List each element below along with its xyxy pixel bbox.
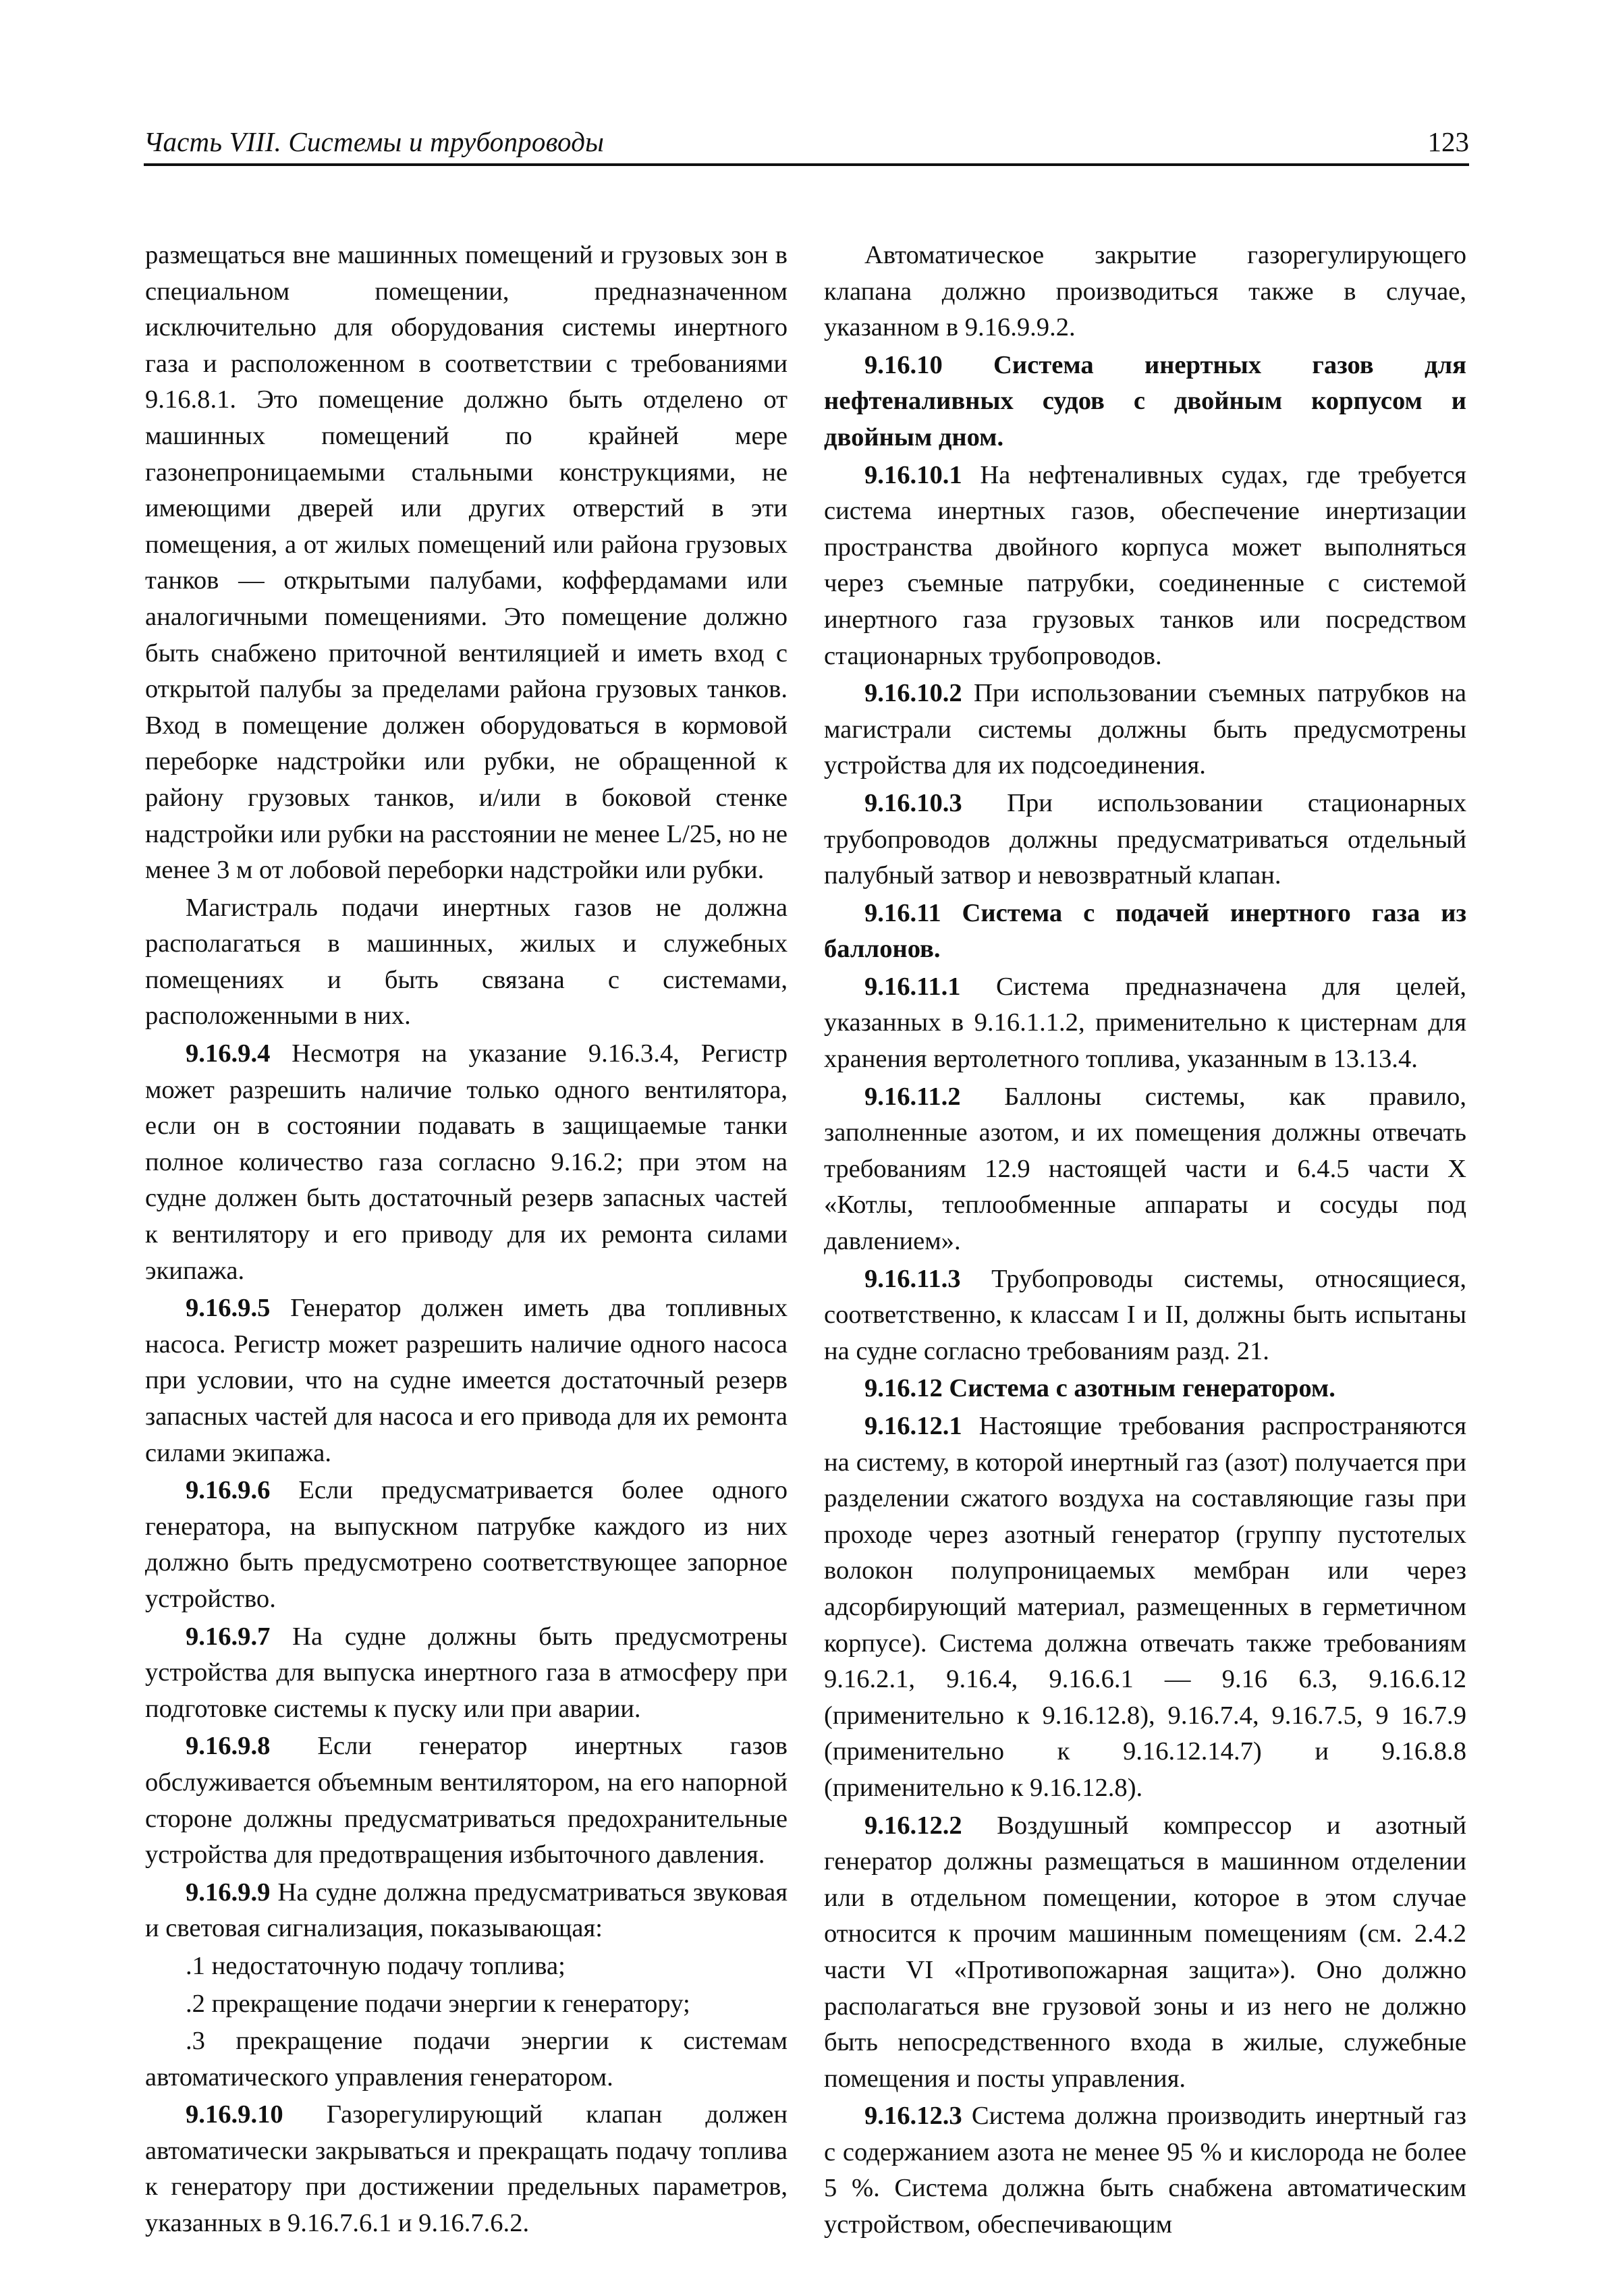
paragraph-text: Несмотря на указание 9.16.3.4, Регистр может разрешить наличие только одного вентилятора, если он в состоянии подавать в защищаемые танки полное количество газа согласно 9.16.2; при этом на судне должен быть достаточный резерв запасных частей к вентилятору и его приводу для их ремонта силами экипажа. (145, 1039, 788, 1285)
paragraph (824, 458, 1466, 675)
clause-number: 9.16.11.1 (864, 972, 961, 1001)
section-heading: 9.16.11 Система с подачей инертного газа из баллонов. (824, 898, 1466, 964)
paragraph (824, 2098, 1466, 2243)
paragraph (145, 1728, 788, 1873)
paragraph (145, 1473, 788, 1617)
clause-number: 9.16.9.7 (186, 1622, 271, 1651)
paragraph-text: Если генератор инертных газов обслуживается объемным вентилятором, на его напорной стороне должны предусматриваться предохранительные устройства для предотвращения избыточного давления. (145, 1732, 788, 1869)
paragraph-text: Трубопроводы системы, относящиеся, соответственно, к классам I и II, должны быть испытаны на судне согласно требованиям разд. 21. (824, 1264, 1466, 1365)
paragraph-text: При использовании стационарных трубопроводов должны предусматриваться отдельный палубный затвор и невозвратный клапан. (824, 788, 1466, 890)
clause-number: 9.16.12.1 (864, 1412, 962, 1440)
paragraph-text: Воздушный компрессор и азотный генератор должны размещаться в машинном отделении или в отдельном помещении, которое в этом случае относится к прочим машинным помещениям (см. 2.4.2 части VI «Противопожарная защита»). Оно должно располагаться вне грузовой зоны и из него не должно быть непосредственного входа в жилые, служебные помещения и посты управления. (824, 1811, 1466, 2093)
paragraph-text: .3 прекращение подачи энергии к системам автоматического управления генератором. (145, 2027, 788, 2092)
paragraph (824, 1409, 1466, 1807)
right-column (824, 238, 1466, 2245)
paragraph: размещаться вне машинных помещений и грузовых зон в специальном помещении, предназначенном исключительно для оборудования системы инертного газа и расположенном в соответствии с требованиями 9.16.8.1. Это помещение должно быть отделено от машинных помещений по крайней мере газонепроницаемыми стальными конструкциями, не имеющими дверей или других отверстий в эти помещения, а от жилых помещений или района грузовых танков — открытыми палубами, коффердамами или аналогичными помещениями. Это помещение должно быть снабжено приточной вентиляцией и иметь вход с открытой палубы за пределами района грузовых танков. Вход в помещение должен оборудоваться в кормовой переборке надстройки или рубки, не обращенной к району грузовых танков, и/или в боковой стенке надстройки или рубки на расстоянии не менее L/25, но не менее 3 м от лобовой переборки надстройки или рубки. (145, 241, 788, 885)
page-header (144, 121, 1469, 166)
left-column (145, 238, 788, 2243)
paragraph-text: На судне должна предусматриваться звуковая и световая сигнализация, показывающая: (145, 1878, 788, 1943)
paragraph (824, 238, 1466, 346)
clause-number: 9.16.9.5 (186, 1294, 271, 1323)
clause-number: 9.16.9.10 (186, 2100, 283, 2129)
clause-number: 9.16.9.9 (186, 1878, 271, 1907)
paragraph (824, 786, 1466, 894)
paragraph-text: Если предусматривается более одного генератора, на выпускном патрубке каждого из них должно быть предусмотрено соответствующее запорное устройство. (145, 1476, 788, 1613)
paragraph-text: Баллоны системы, как правило, заполненные азотом, и их помещения должны отвечать требованиям 12.9 настоящей части и 6.4.5 части X «Котлы, теплообменные аппараты и сосуды под давлением». (824, 1082, 1466, 1256)
paragraph (824, 969, 1466, 1078)
paragraph-text: Система предназначена для целей, указанных в 9.16.1.1.2, применительно к цистернам для хранения вертолетного топлива, указанным в 13.13.4. (824, 972, 1466, 1074)
paragraph (145, 890, 788, 1035)
paragraph (145, 1948, 788, 1985)
paragraph-text: При использовании съемных патрубков на магистрали системы должны быть предусмотрены устройства для их подсоединения. (824, 679, 1466, 780)
paragraph (145, 1290, 788, 1471)
section-heading: 9.16.12 Система с азотным генератором. (864, 1374, 1335, 1403)
paragraph-text: Автоматическое закрытие газорегулирующего клапана должно производиться также в случае, указанном в 9.16.9.9.2. (824, 241, 1466, 342)
clause-number: 9.16.12.2 (864, 1811, 962, 1840)
clause-number: 9.16.10.3 (864, 788, 962, 817)
clause-number: 9.16.12.3 (864, 2102, 962, 2131)
clause-number: 9.16.9.6 (186, 1476, 271, 1505)
paragraph (145, 1036, 788, 1289)
clause-number: 9.16.11.3 (864, 1264, 961, 1293)
paragraph (824, 1079, 1466, 1260)
paragraph (145, 2097, 788, 2241)
paragraph (145, 1986, 788, 2023)
paragraph (824, 1261, 1466, 1370)
running-title: Часть VIII. Системы и трубопроводы (144, 126, 605, 157)
paragraph (824, 676, 1466, 784)
paragraph-text: На нефтеналивных судах, где требуется система инертных газов, обеспечение инертизации пространства двойного корпуса может выполняться через съемные патрубки, соединенные с системой инертного газа грузовых танков или посредством стационарных трубопроводов. (824, 460, 1466, 670)
paragraph (145, 1875, 788, 1947)
paragraph-text: Магистраль подачи инертных газов не должна располагаться в машинных, жилых и служебных помещениях и быть связана с системами, расположенными в них. (145, 893, 788, 1031)
paragraph (145, 2023, 788, 2096)
clause-number: 9.16.11.2 (864, 1082, 961, 1111)
paragraph-text: Генератор должен иметь два топливных насоса. Регистр может разрешить наличие одного насоса при условии, что на судне имеется достаточный резерв запасных частей для насоса и его привода для их ремонта силами экипажа. (145, 1294, 788, 1467)
paragraph-text: Настоящие требования распространяются на систему, в которой инертный газ (азот) получается при разделении сжатого воздуха на составляющие газы при проходе через азотный генератор (группу пустотелых волокон полупроницаемых мембран или через адсорбирующий материал, размещенных в герметичном корпусе). Система должна отвечать также требованиям 9.16.2.1, 9.16.4, 9.16.6.1 — 9.16 6.3, 9.16.6.12 (применительно к 9.16.12.8), 9.16.7.4, 9.16.7.5, 9 16.7.9 (применительно к 9.16.12.14.7) и 9.16.8.8 (применительно к 9.16.12.8). (824, 1412, 1466, 1802)
paragraph (145, 1619, 788, 1728)
section-heading: 9.16.10 Система инертных газов для нефтеналивных судов с двойным корпусом и двойным дном. (824, 350, 1466, 452)
paragraph (824, 1808, 1466, 2098)
clause-number: 9.16.9.8 (186, 1732, 271, 1761)
clause-number: 9.16.9.4 (186, 1039, 271, 1068)
paragraph-text: На судне должны быть предусмотрены устройства для выпуска инертного газа в атмосферу при подготовке системы к пуску или при аварии. (145, 1622, 788, 1723)
paragraph-text: .1 недостаточную подачу топлива; (186, 1951, 565, 1980)
paragraph-text: Газорегулирующий клапан должен автоматически закрываться и прекращать подачу топлива к генератору при достижении предельных параметров, указанных в 9.16.7.6.1 и 9.16.7.6.2. (145, 2100, 788, 2238)
paragraph-text: .2 прекращение подачи энергии к генератору; (186, 1989, 690, 2018)
page-number: 123 (1427, 126, 1469, 157)
clause-number: 9.16.10.1 (864, 460, 962, 489)
clause-number: 9.16.10.2 (864, 679, 962, 708)
paragraph-text: Система должна производить инертный газ с содержанием азота не менее 95 % и кислорода не более 5 %. Система должна быть снабжена автоматическим устройством, обеспечивающим (824, 2102, 1466, 2239)
